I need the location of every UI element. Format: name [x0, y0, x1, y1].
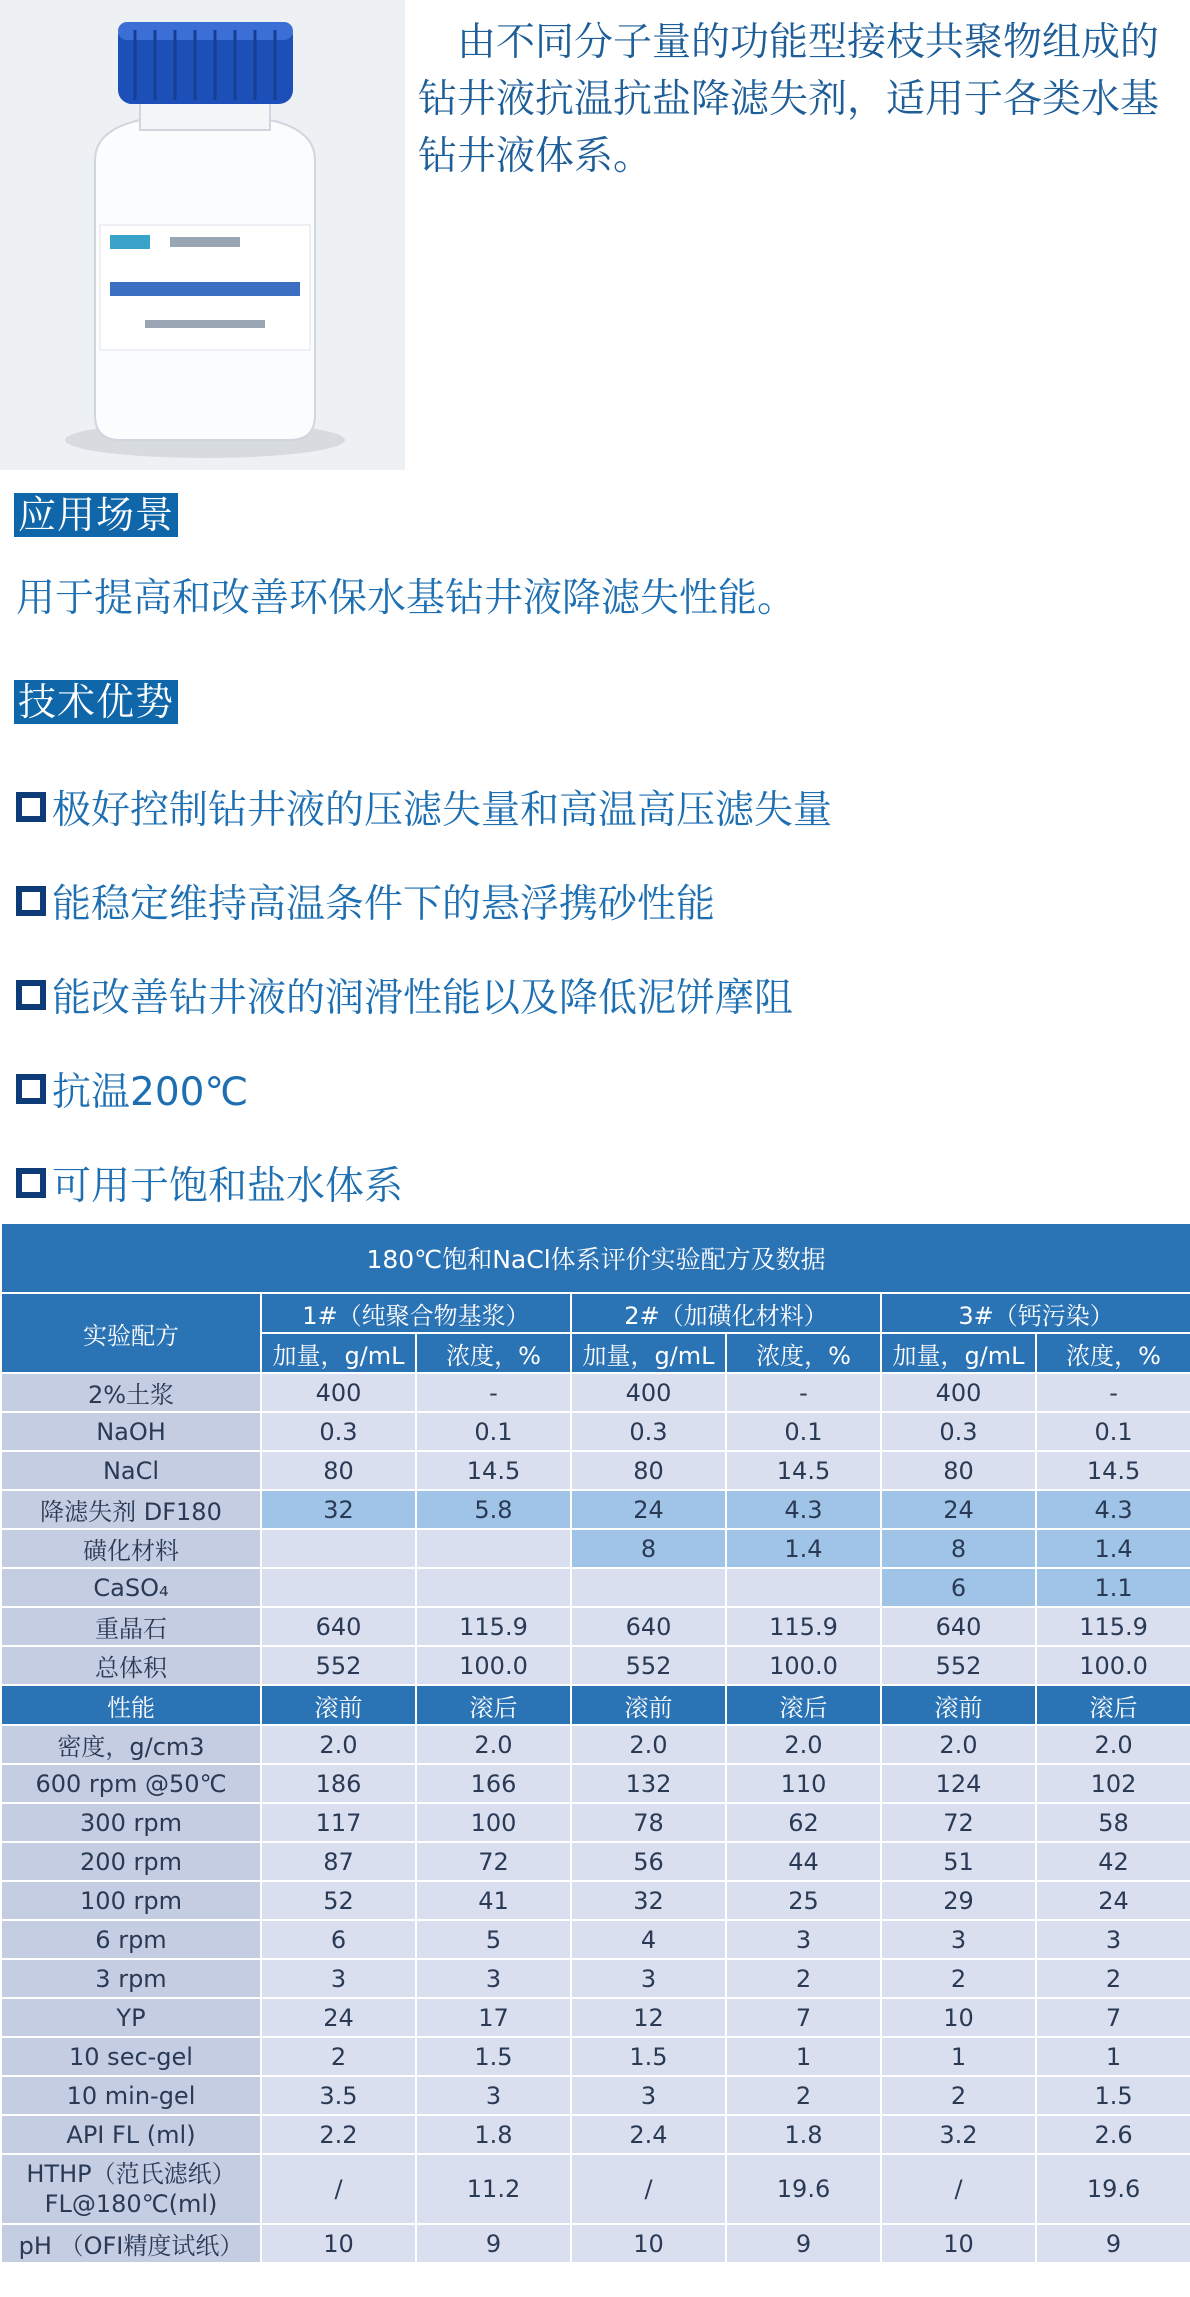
performance-row — [1, 2154, 1190, 2224]
table-cell: 1.8 — [416, 2115, 571, 2154]
formula-row — [1, 1529, 1190, 1568]
row-label: 6 rpm — [1, 1920, 261, 1959]
table-cell: 10 — [881, 2224, 1036, 2263]
formula-row — [1, 1607, 1190, 1646]
table-cell: 100 — [416, 1803, 571, 1842]
table-cell: 100.0 — [726, 1646, 881, 1685]
product-photo — [0, 0, 405, 470]
performance-header-cell: 滚后 — [1036, 1685, 1190, 1725]
table-cell: 0.3 — [571, 1412, 726, 1451]
table-cell: 3 — [571, 2076, 726, 2115]
row-label: 600 rpm @50℃ — [1, 1764, 261, 1803]
table-cell: 19.6 — [1036, 2154, 1190, 2224]
performance-row — [1, 2076, 1190, 2115]
performance-header-cell: 滚后 — [726, 1685, 881, 1725]
table-cell: 1.8 — [726, 2115, 881, 2154]
table-cell: 10 — [571, 2224, 726, 2263]
table-cell: 3 — [416, 1959, 571, 1998]
row-label: 重晶石 — [1, 1607, 261, 1646]
table-cell: 3 — [571, 1959, 726, 1998]
table-cell — [261, 1529, 416, 1568]
table-cell: 80 — [261, 1451, 416, 1490]
advantage-text: 可用于饱和盐水体系 — [52, 1164, 404, 1209]
performance-row — [1, 2037, 1190, 2076]
table-cell: 32 — [571, 1881, 726, 1920]
table-cell: - — [1036, 1373, 1190, 1412]
performance-row — [1, 1725, 1190, 1764]
table-cell: 9 — [726, 2224, 881, 2263]
sub-header: 浓度，% — [726, 1333, 881, 1373]
performance-row — [1, 1998, 1190, 2037]
intro-paragraph: 由不同分子量的功能型接枝共聚物组成的钻井液抗温抗盐降滤失剂，适用于各类水基钻井液体系。 — [418, 20, 1160, 179]
table-cell: 4.3 — [1036, 1490, 1190, 1529]
formula-header: 实验配方 — [1, 1293, 261, 1373]
checkbox-square-icon — [16, 980, 46, 1010]
table-cell: 72 — [416, 1842, 571, 1881]
table-cell: - — [726, 1373, 881, 1412]
table-cell: 640 — [881, 1607, 1036, 1646]
table-cell: 1.4 — [1036, 1529, 1190, 1568]
table-cell: 2.0 — [881, 1725, 1036, 1764]
advantages-list — [16, 760, 832, 1230]
table-cell: / — [881, 2154, 1036, 2224]
checkbox-square-icon — [16, 1168, 46, 1198]
advantage-text: 极好控制钻井液的压滤失量和高温高压滤失量 — [52, 788, 833, 833]
table-cell: 24 — [261, 1998, 416, 2037]
advantage-item — [16, 948, 832, 1042]
table-cell: 24 — [881, 1490, 1036, 1529]
table-cell: 2.2 — [261, 2115, 416, 2154]
table-cell — [416, 1568, 571, 1607]
evaluation-table — [0, 1222, 1190, 2264]
table-cell: 3.2 — [881, 2115, 1036, 2154]
table-cell — [726, 1568, 881, 1607]
table-cell: 1.5 — [1036, 2076, 1190, 2115]
table-cell: 0.1 — [1036, 1412, 1190, 1451]
table-cell: 102 — [1036, 1764, 1190, 1803]
table-cell: 8 — [571, 1529, 726, 1568]
row-label: 100 rpm — [1, 1881, 261, 1920]
table-cell: 2 — [1036, 1959, 1190, 1998]
table-cell: 115.9 — [1036, 1607, 1190, 1646]
table-cell: 400 — [571, 1373, 726, 1412]
advantage-item — [16, 1042, 832, 1136]
row-label: NaCl — [1, 1451, 261, 1490]
table-cell: 41 — [416, 1881, 571, 1920]
performance-row — [1, 1842, 1190, 1881]
bottle-image — [0, 0, 405, 470]
table-cell: 1.1 — [1036, 1568, 1190, 1607]
row-label: 10 min-gel — [1, 2076, 261, 2115]
advantage-item — [16, 854, 832, 948]
performance-row — [1, 2115, 1190, 2154]
table-cell: 10 — [261, 2224, 416, 2263]
table-cell: 552 — [881, 1646, 1036, 1685]
formula-row — [1, 1373, 1190, 1412]
performance-row — [1, 1764, 1190, 1803]
sub-header: 加量，g/mL — [571, 1333, 726, 1373]
performance-header-cell: 滚前 — [571, 1685, 726, 1725]
table-cell: 12 — [571, 1998, 726, 2037]
table-cell: 132 — [571, 1764, 726, 1803]
performance-row — [1, 1920, 1190, 1959]
row-label: API FL (ml) — [1, 2115, 261, 2154]
performance-header-cell: 滚后 — [416, 1685, 571, 1725]
group-header: 2#（加磺化材料） — [571, 1293, 881, 1333]
group-header: 1#（纯聚合物基浆） — [261, 1293, 571, 1333]
row-label: 降滤失剂 DF180 — [1, 1490, 261, 1529]
formula-row — [1, 1451, 1190, 1490]
table-cell: 32 — [261, 1490, 416, 1529]
performance-row — [1, 1803, 1190, 1842]
table-cell: 9 — [1036, 2224, 1190, 2263]
table-cell: 2 — [261, 2037, 416, 2076]
table-cell: 1.5 — [571, 2037, 726, 2076]
row-label: NaOH — [1, 1412, 261, 1451]
table-cell: 14.5 — [416, 1451, 571, 1490]
performance-header-cell: 滚前 — [881, 1685, 1036, 1725]
performance-row — [1, 1881, 1190, 1920]
row-label: 200 rpm — [1, 1842, 261, 1881]
table-cell: 3 — [416, 2076, 571, 2115]
table-cell: 100.0 — [1036, 1646, 1190, 1685]
group-header: 3#（钙污染） — [881, 1293, 1190, 1333]
table-cell: 2.0 — [416, 1725, 571, 1764]
advantage-text: 能稳定维持高温条件下的悬浮携砂性能 — [52, 882, 716, 927]
performance-header-row — [1, 1685, 1190, 1725]
table-cell — [261, 1568, 416, 1607]
table-cell: 42 — [1036, 1842, 1190, 1881]
table-cell: 186 — [261, 1764, 416, 1803]
row-label: pH （OFI精度试纸） — [1, 2224, 261, 2263]
table-cell: 2 — [881, 2076, 1036, 2115]
table-cell: 7 — [1036, 1998, 1190, 2037]
advantage-text: 能改善钻井液的润滑性能以及降低泥饼摩阻 — [52, 976, 794, 1021]
table-cell: 124 — [881, 1764, 1036, 1803]
table-cell: 0.3 — [881, 1412, 1036, 1451]
table-cell: 2.6 — [1036, 2115, 1190, 2154]
sub-header: 加量，g/mL — [261, 1333, 416, 1373]
table-cell: 4 — [571, 1920, 726, 1959]
table-cell: 51 — [881, 1842, 1036, 1881]
table-cell: 11.2 — [416, 2154, 571, 2224]
table-cell: 1 — [1036, 2037, 1190, 2076]
performance-row — [1, 1959, 1190, 1998]
table-cell: 6 — [261, 1920, 416, 1959]
table-title: 180℃饱和NaCl体系评价实验配方及数据 — [1, 1223, 1190, 1293]
performance-header-cell: 滚前 — [261, 1685, 416, 1725]
table-cell: 3 — [261, 1959, 416, 1998]
table-cell: 24 — [571, 1490, 726, 1529]
table-cell: 640 — [571, 1607, 726, 1646]
table-cell: 14.5 — [1036, 1451, 1190, 1490]
table-cell: 4.3 — [726, 1490, 881, 1529]
table-cell: 87 — [261, 1842, 416, 1881]
table-cell: 115.9 — [726, 1607, 881, 1646]
table-cell: 115.9 — [416, 1607, 571, 1646]
table-cell: 3 — [1036, 1920, 1190, 1959]
table-cell: 2 — [726, 2076, 881, 2115]
table-cell: 5 — [416, 1920, 571, 1959]
table-cell: 17 — [416, 1998, 571, 2037]
table-cell: 2.0 — [726, 1725, 881, 1764]
table-cell: 56 — [571, 1842, 726, 1881]
advantage-item — [16, 1136, 832, 1230]
advantages-section-title: 技术优势 — [14, 680, 178, 724]
table-cell: 2.0 — [261, 1725, 416, 1764]
row-label: 2%土浆 — [1, 1373, 261, 1412]
formula-row — [1, 1568, 1190, 1607]
sub-header: 浓度，% — [1036, 1333, 1190, 1373]
table-cell: 552 — [571, 1646, 726, 1685]
checkbox-square-icon — [16, 792, 46, 822]
table-cell — [571, 1568, 726, 1607]
table-cell: 100.0 — [416, 1646, 571, 1685]
table-cell: 62 — [726, 1803, 881, 1842]
table-cell: 2.4 — [571, 2115, 726, 2154]
table-cell: / — [571, 2154, 726, 2224]
table-cell: 0.3 — [261, 1412, 416, 1451]
application-section-title: 应用场景 — [14, 493, 178, 537]
performance-header-cell: 性能 — [1, 1685, 261, 1725]
sub-header: 浓度，% — [416, 1333, 571, 1373]
table-cell: 19.6 — [726, 2154, 881, 2224]
table-cell: 3 — [726, 1920, 881, 1959]
table-cell: 117 — [261, 1803, 416, 1842]
formula-row — [1, 1412, 1190, 1451]
table-cell: 1.5 — [416, 2037, 571, 2076]
table-cell: 1 — [726, 2037, 881, 2076]
application-text: 用于提高和改善环保水基钻井液降滤失性能。 — [16, 576, 797, 621]
table-cell: 52 — [261, 1881, 416, 1920]
performance-row — [1, 2224, 1190, 2263]
table-cell — [416, 1529, 571, 1568]
table-cell: 29 — [881, 1881, 1036, 1920]
table-cell: 3 — [881, 1920, 1036, 1959]
row-label: 总体积 — [1, 1646, 261, 1685]
checkbox-square-icon — [16, 1074, 46, 1104]
table-cell: 552 — [261, 1646, 416, 1685]
formula-row — [1, 1646, 1190, 1685]
table-cell: 14.5 — [726, 1451, 881, 1490]
table-cell: 78 — [571, 1803, 726, 1842]
table-cell: 400 — [881, 1373, 1036, 1412]
table-cell: 166 — [416, 1764, 571, 1803]
row-label: CaSO₄ — [1, 1568, 261, 1607]
table-cell: 400 — [261, 1373, 416, 1412]
table-cell: 80 — [881, 1451, 1036, 1490]
table-cell: 1 — [881, 2037, 1036, 2076]
table-cell: - — [416, 1373, 571, 1412]
formula-row — [1, 1490, 1190, 1529]
row-label: 磺化材料 — [1, 1529, 261, 1568]
row-label: 10 sec-gel — [1, 2037, 261, 2076]
table-cell: 72 — [881, 1803, 1036, 1842]
table-cell: 3.5 — [261, 2076, 416, 2115]
row-label: 3 rpm — [1, 1959, 261, 1998]
table-cell: 24 — [1036, 1881, 1190, 1920]
table-cell: 9 — [416, 2224, 571, 2263]
table-cell: / — [261, 2154, 416, 2224]
table-cell: 8 — [881, 1529, 1036, 1568]
table-cell: 25 — [726, 1881, 881, 1920]
advantage-item — [16, 760, 832, 854]
table-cell: 110 — [726, 1764, 881, 1803]
checkbox-square-icon — [16, 886, 46, 916]
table-cell: 2.0 — [1036, 1725, 1190, 1764]
row-label: 密度，g/cm3 — [1, 1725, 261, 1764]
row-label: HTHP（范氏滤纸）FL@180℃(ml) — [1, 2154, 261, 2224]
table-cell: 2 — [726, 1959, 881, 1998]
table-cell: 5.8 — [416, 1490, 571, 1529]
advantage-text: 抗温200℃ — [52, 1070, 249, 1115]
table-cell: 1.4 — [726, 1529, 881, 1568]
table-cell: 10 — [881, 1998, 1036, 2037]
sub-header: 加量，g/mL — [881, 1333, 1036, 1373]
table-cell: 0.1 — [416, 1412, 571, 1451]
row-label: YP — [1, 1998, 261, 2037]
table-cell: 0.1 — [726, 1412, 881, 1451]
row-label: 300 rpm — [1, 1803, 261, 1842]
table-cell: 80 — [571, 1451, 726, 1490]
table-cell: 7 — [726, 1998, 881, 2037]
table-cell: 2 — [881, 1959, 1036, 1998]
table-cell: 2.0 — [571, 1725, 726, 1764]
table-cell: 44 — [726, 1842, 881, 1881]
table-cell: 58 — [1036, 1803, 1190, 1842]
table-cell: 6 — [881, 1568, 1036, 1607]
table-cell: 640 — [261, 1607, 416, 1646]
